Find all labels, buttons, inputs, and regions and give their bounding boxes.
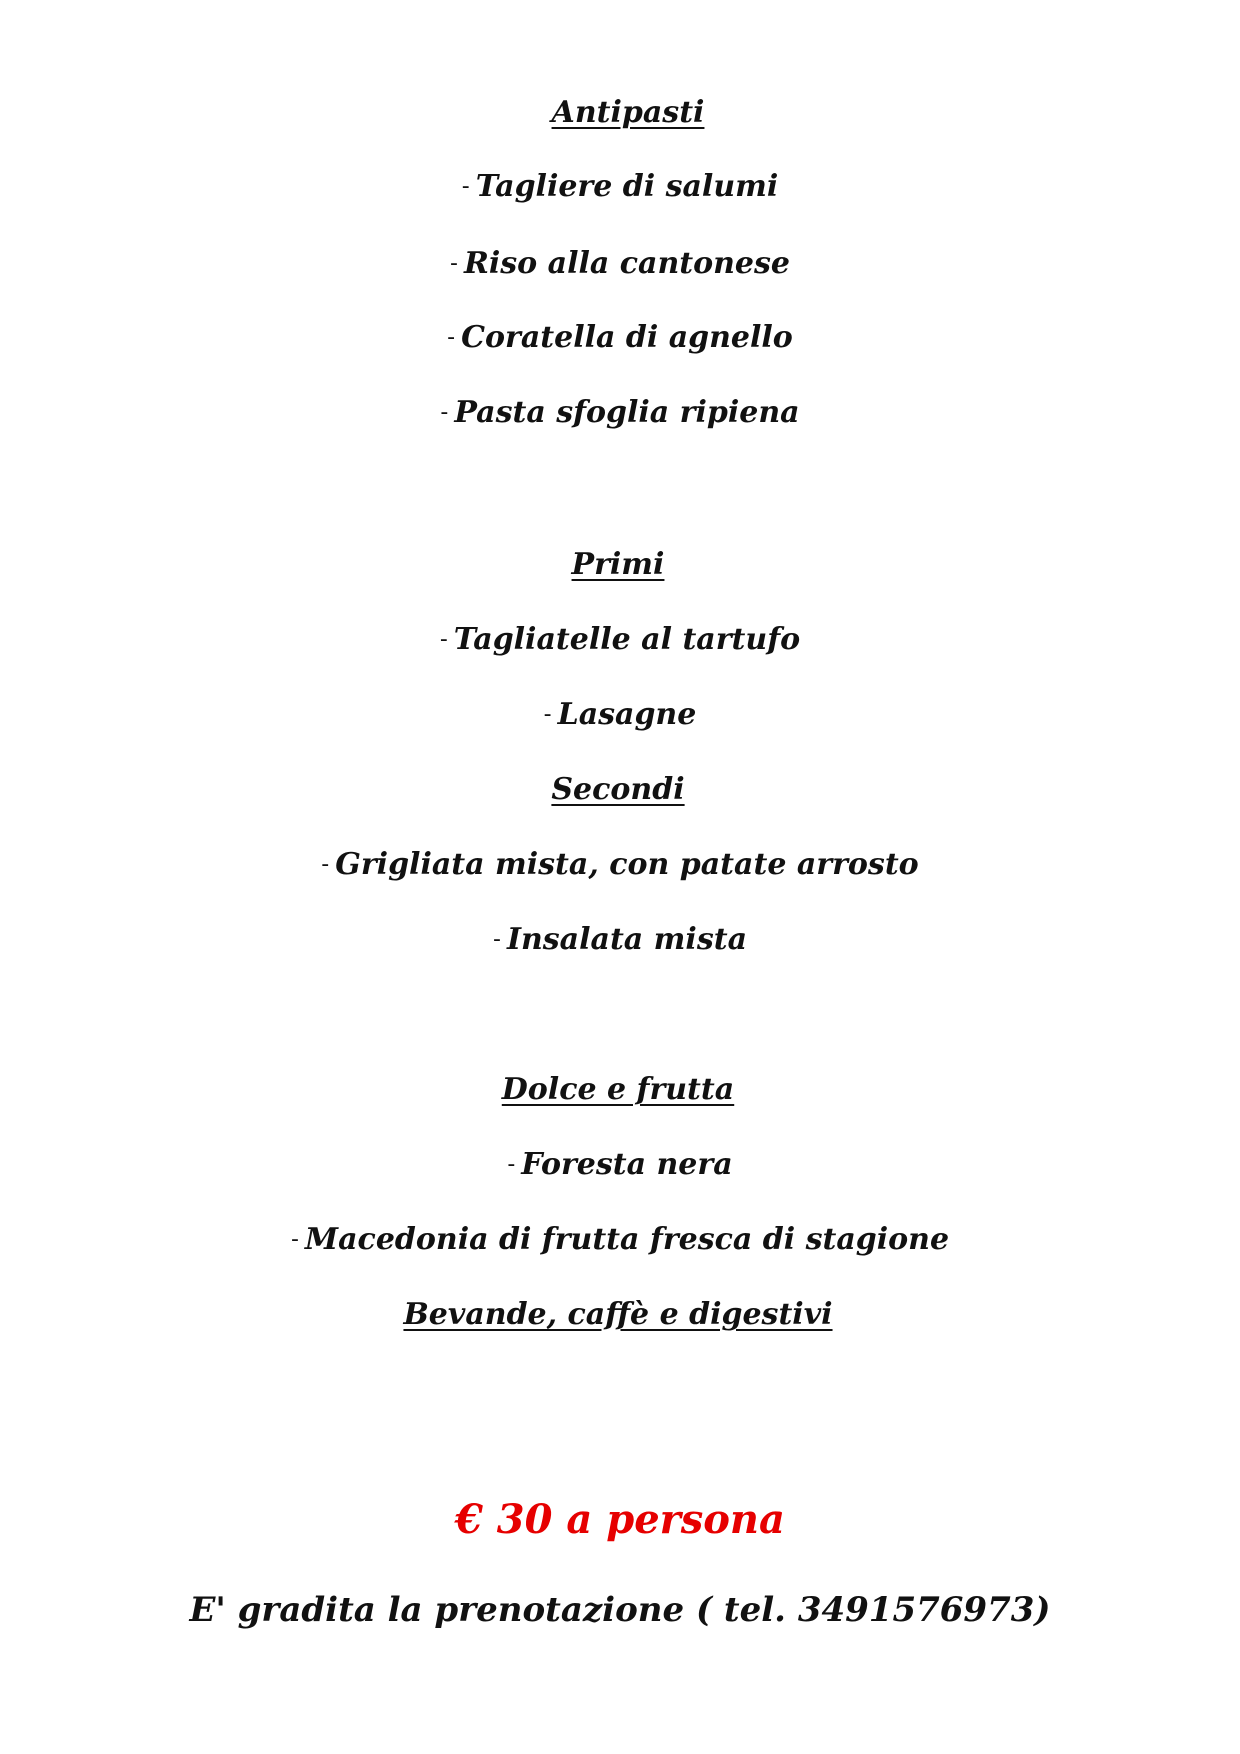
menu-item <box>0 169 1240 204</box>
bullet-dash: - <box>461 174 470 199</box>
reservation-note: E' gradita la prenotazione ( tel. 3491576973) <box>189 1590 1051 1630</box>
menu-item <box>0 246 1240 281</box>
menu-item <box>0 847 1240 882</box>
menu-item <box>0 320 1240 355</box>
bullet-dash: - <box>450 251 458 276</box>
bullet-dash: - <box>492 927 501 952</box>
menu-item <box>0 697 1240 732</box>
menu-item-label: Insalata mista <box>506 922 748 957</box>
menu-item-label: Lasagne <box>557 697 697 732</box>
section-heading-primi: Primi <box>571 547 665 582</box>
menu-item <box>0 1222 1240 1257</box>
bullet-dash: - <box>440 400 449 425</box>
bullet-dash: - <box>447 325 456 350</box>
section-heading-dolce-e-frutta: Dolce e frutta <box>501 1072 735 1107</box>
bullet-dash: - <box>543 702 552 727</box>
menu-item-label: Riso alla cantonese <box>463 246 790 281</box>
bullet-dash: - <box>507 1152 516 1177</box>
menu-item-label: Coratella di agnello <box>461 320 793 355</box>
section-heading-secondi: Secondi <box>551 772 685 807</box>
menu-item <box>0 1147 1240 1182</box>
menu-item-label: Pasta sfoglia ripiena <box>454 395 800 430</box>
bullet-dash: - <box>321 852 330 877</box>
menu-item-label: Macedonia di frutta fresca di stagione <box>304 1222 950 1257</box>
section-heading-antipasti: Antipasti <box>551 95 705 130</box>
menu-item-label: Tagliatelle al tartufo <box>453 622 801 657</box>
menu-item <box>0 922 1240 957</box>
price-per-person: € 30 a persona <box>455 1496 785 1543</box>
bullet-dash: - <box>439 627 448 652</box>
menu-item-label: Grigliata mista, con patate arrosto <box>335 847 919 882</box>
section-heading-bevande: Bevande, caffè e digestivi <box>403 1297 833 1332</box>
menu-item <box>0 395 1240 430</box>
menu-item <box>0 622 1240 657</box>
menu-item-label: Tagliere di salumi <box>475 169 779 204</box>
bullet-dash: - <box>290 1227 299 1252</box>
menu-item-label: Foresta nera <box>521 1147 733 1182</box>
